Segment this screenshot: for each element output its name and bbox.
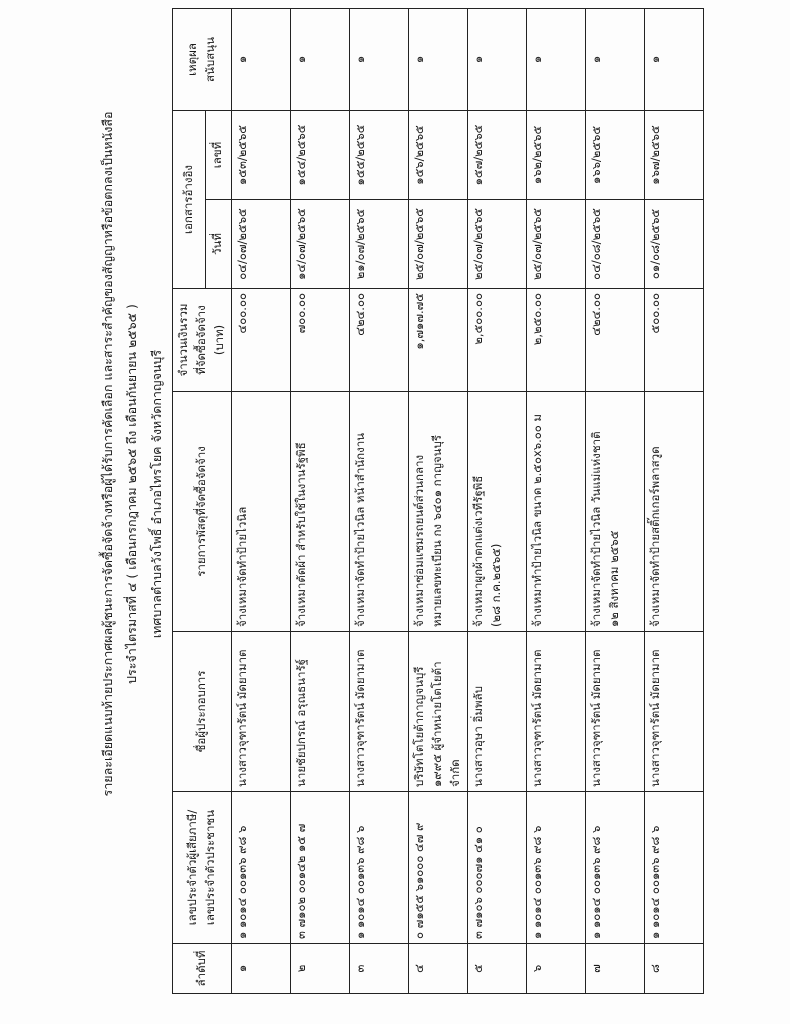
cell-item — [350, 392, 409, 632]
cell-item — [586, 392, 645, 632]
document-title: รายละเอียดแนบท้ายประกาศผลผู้ชนะการจัดซื้อจัดจ้างหรือผู้ได้รับการคัดเลือก และสาระสำคัญของสัญญาหรือข้อตกลงเป็นหนังสือ — [100, 111, 115, 797]
cell-item-line1: จ้างเหมาจัดทำป้ายไวนิล — [235, 506, 249, 627]
cell-item — [291, 392, 350, 632]
cell-name: บริษัทโตโยต้ากาญจนบุรี ๑๙๙๕ ผู้จำหน่ายโตโยต้า จำกัด — [409, 632, 468, 792]
header-name: ชื่อผู้ประกอบการ — [173, 632, 232, 792]
cell-doc-date: ๒๕/๐๗/๒๕๖๕ — [409, 200, 468, 289]
cell-doc-no: ๑๕๖/๒๕๖๕ — [409, 111, 468, 200]
cell-doc-no: ๑๕๔/๒๕๖๕ — [291, 111, 350, 200]
header-amount-line2: ที่จัดซื้อจัดจ้าง (บาท) — [194, 305, 226, 375]
cell-doc-no: ๑๖๗/๒๕๖๕ — [645, 111, 704, 200]
procurement-table — [172, 8, 704, 994]
cell-reason: ๑ — [350, 9, 409, 111]
header-amount-line1: จำนวนเงินรวม — [176, 303, 190, 377]
cell-item-line1: จ้างเหมาตัดผ้า สำหรับใช้ในงานรัฐพิธี — [294, 442, 308, 627]
cell-item — [409, 392, 468, 632]
cell-amount: ๔๐๐.๐๐ — [232, 289, 291, 392]
header-taxid — [173, 792, 232, 944]
cell-reason: ๑ — [645, 9, 704, 111]
cell-reason: ๑ — [291, 9, 350, 111]
cell-amount: ๑,๗๑๗.๗๕ — [409, 289, 468, 392]
cell-amount: ๗๐๐.๐๐ — [291, 289, 350, 392]
cell-taxid: ๓ ๗๑๐๖ ๐๐๐๗๑ ๔๑ ๐ — [468, 792, 527, 944]
table-row — [645, 9, 704, 994]
cell-doc-date: ๒๕/๐๗/๒๕๖๕ — [527, 200, 586, 289]
cell-item-line2: ๑๒ สิงหาคม ๒๕๖๕ — [607, 530, 621, 627]
cell-item — [232, 392, 291, 632]
cell-doc-date: ๒๑/๐๗/๒๕๖๕ — [350, 200, 409, 289]
cell-item-line1: จ้างเหมาทำป้ายไวนิล ขนาด ๒.๕๐x๖.๐๐ ม — [530, 414, 544, 627]
header-reason — [173, 9, 232, 111]
header-taxid-line1: เลขประจำตัวผู้เสียภาษี/ — [185, 809, 199, 926]
cell-reason: ๑ — [468, 9, 527, 111]
header-doc-date: วันที่ — [205, 200, 231, 289]
cell-seq: ๕ — [468, 944, 527, 994]
cell-taxid: ๑ ๑๐๑๔ ๐๐๑๓๖ ๙๘ ๖ — [350, 792, 409, 944]
table-header-row — [173, 9, 206, 994]
cell-name: นางสาวจุฑารัตน์ มัดยามาต — [232, 632, 291, 792]
cell-taxid: ๑ ๑๐๑๔ ๐๐๑๓๖ ๙๘ ๖ — [232, 792, 291, 944]
cell-reason: ๑ — [232, 9, 291, 111]
cell-doc-date: ๑๔/๐๗/๒๕๖๕ — [291, 200, 350, 289]
header-amount — [173, 289, 232, 392]
table-row — [350, 9, 409, 994]
table-row — [232, 9, 291, 994]
header-doc: เอกสารอ้างอิง — [173, 111, 206, 289]
cell-amount: ๒,๕๐๐.๐๐ — [468, 289, 527, 392]
cell-taxid: ๓ ๗๑๐๒ ๐๐๑๔๒ ๑๕ ๗ — [291, 792, 350, 944]
cell-doc-date: ๐๑/๐๘/๒๕๖๕ — [645, 200, 704, 289]
cell-taxid: ๑ ๑๐๑๔ ๐๐๑๓๖ ๙๘ ๖ — [645, 792, 704, 944]
cell-reason: ๑ — [586, 9, 645, 111]
cell-taxid: ๑ ๑๐๑๔ ๐๐๑๓๖ ๙๘ ๖ — [586, 792, 645, 944]
cell-reason: ๑ — [527, 9, 586, 111]
cell-name: นางสาวจุฑารัตน์ มัดยามาต — [586, 632, 645, 792]
document-organization: เทศบาลตำบลวังโพธิ์ อำเภอไทรโยค จังหวัดกาญจนบุรี — [149, 349, 164, 639]
cell-doc-date: ๐๔/๐๘/๒๕๖๕ — [586, 200, 645, 289]
cell-item — [468, 392, 527, 632]
cell-item-line1: จ้างเหมาจัดทำป้ายไวนิล วันแม่แห่งชาติ — [589, 431, 603, 627]
cell-reason: ๑ — [409, 9, 468, 111]
header-reason-line1: เหตุผล — [185, 43, 199, 76]
cell-name: นายชัยปกรณ์ อรุณธนารัฐ์ — [291, 632, 350, 792]
cell-seq: ๓ — [350, 944, 409, 994]
cell-amount: ๔๒๔.๐๐ — [586, 289, 645, 392]
cell-name: นางสาวจุฑารัตน์ มัดยามาต — [527, 632, 586, 792]
cell-item-line1: จ้างเหมาผูกผ้าตกแต่งเวทีรัฐพิธี — [471, 475, 485, 627]
table-row — [527, 9, 586, 994]
cell-item — [527, 392, 586, 632]
cell-amount: ๒,๒๕๐.๐๐ — [527, 289, 586, 392]
cell-item-line2: หมายเลขทะเบียน กง ๖๔๐๑ กาญจนบุรี — [430, 435, 444, 627]
cell-seq: ๖ — [527, 944, 586, 994]
cell-name: นางสาวจุฑารัตน์ มัดยามาต — [350, 632, 409, 792]
cell-name: นางสาวจุฑารัตน์ มัดยามาต — [645, 632, 704, 792]
header-seq: ลำดับที่ — [173, 944, 232, 994]
cell-amount: ๔๒๔.๐๐ — [350, 289, 409, 392]
cell-doc-no: ๑๖๒/๒๕๖๕ — [527, 111, 586, 200]
cell-item-line1: จ้างเหมาจัดทำป้ายไวนิล หน้าสำนักงาน — [353, 432, 367, 627]
cell-seq: ๗ — [586, 944, 645, 994]
cell-item — [645, 392, 704, 632]
cell-seq: ๘ — [645, 944, 704, 994]
header-taxid-line2: เลขประจำตัวประชาชน — [203, 809, 217, 926]
header-reason-line2: สนับสนุน — [203, 37, 217, 82]
cell-doc-no: ๑๕๓/๒๕๖๕ — [232, 111, 291, 200]
header-doc-no: เลขที่ — [205, 111, 231, 200]
cell-seq: ๑ — [232, 944, 291, 994]
cell-taxid: ๑ ๑๐๑๔ ๐๐๑๓๖ ๙๘ ๖ — [527, 792, 586, 944]
table-row — [586, 9, 645, 994]
cell-item-line1: จ้างเหมาซ่อมแซมรถยนต์ส่วนกลาง — [412, 454, 426, 627]
cell-doc-no: ๑๖๖/๒๕๖๕ — [586, 111, 645, 200]
cell-amount: ๕๐๐.๐๐ — [645, 289, 704, 392]
table-row — [468, 9, 527, 994]
cell-doc-no: ๑๕๕/๒๕๖๕ — [350, 111, 409, 200]
table-row — [291, 9, 350, 994]
cell-seq: ๔ — [409, 944, 468, 994]
cell-doc-date: ๒๕/๐๗/๒๕๖๕ — [468, 200, 527, 289]
cell-item-line2: (๒๘ ก.ค.๒๕๖๕) — [489, 543, 503, 627]
cell-name: นางสาวอุษา อิ่มพลับ — [468, 632, 527, 792]
table-row — [409, 9, 468, 994]
cell-doc-no: ๑๕๗/๒๕๖๕ — [468, 111, 527, 200]
cell-seq: ๒ — [291, 944, 350, 994]
document-quarter: ประจำไตรมาสที่ ๔ ( เดือนกรกฎาคม ๒๕๖๕ ถึง เดือนกันยายน ๒๕๖๕ ) — [124, 304, 139, 684]
cell-item-line1: จ้างเหมาจัดทำป้ายสติ๊กเกอร์พลาสวูด — [648, 446, 662, 627]
cell-taxid: ๐ ๗๑๕๕ ๖๑๐๐๐ ๔๗ ๙ — [409, 792, 468, 944]
header-item: รายการพัสดุที่จัดซื้อจัดจ้าง — [173, 392, 232, 632]
cell-doc-date: ๐๔/๐๗/๒๕๖๕ — [232, 200, 291, 289]
